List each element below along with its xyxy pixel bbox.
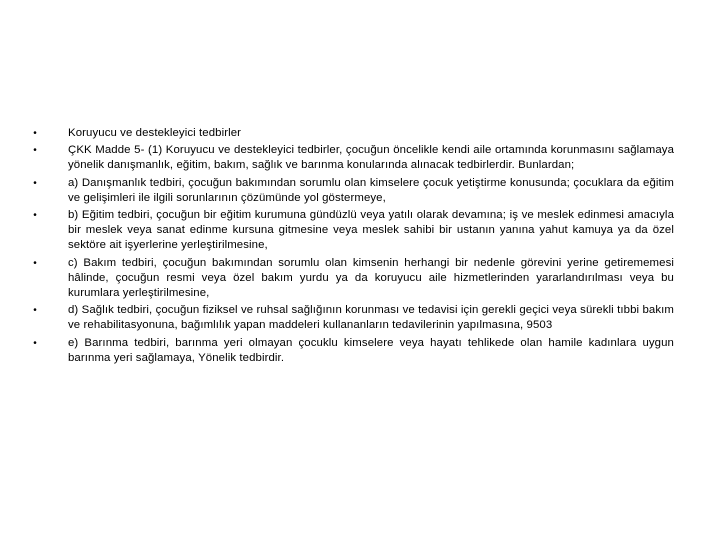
bullet-icon: • [33,177,37,189]
bullet-icon: • [33,337,37,349]
bullet-icon: • [33,210,37,222]
bullet-text: a) Danışmanlık tedbiri, çocuğun bakımından sorumlu olan kimselere çocuk yetiştirme konusunda; çocuklara da eğitim ve gelişimleri ile ilgili sorunlarının çözümünde yol göstermeye, [68,176,674,204]
bullet-text: e) Barınma tedbiri, barınma yeri olmayan çocuklu kimselere veya hayatı tehlikede olan hamile kadınlara uygun barınma yeri sağlamaya, Yönelik tedbirdir. [68,336,674,364]
bullet-icon: • [33,128,37,139]
bullet-item-b [30,208,674,254]
bullet-item-c [30,256,674,302]
bullet-text: ÇKK Madde 5- (1) Koruyucu ve destekleyici tedbirler, çocuğun öncelikle kendi aile ortamında korunmasını sağlamaya yönelik danışmanlık, eğitim, bakım, sağlık ve barınma konularında alınacak tedbirlerdir. Bunlardan; [68,144,674,172]
bullet-item-heading [30,126,674,141]
bullet-item-e [30,336,674,366]
bullet-text: b) Eğitim tedbiri, çocuğun bir eğitim kurumuna gündüzlü veya yatılı olarak devamına; iş ve meslek edinmesi amacıyla bir meslek veya sanat edinme kursuna gitmesine veya meslek sahibi bir ustanın yanına yahut kamuya ya da özel sektöre ait işyerlerine yerleştirilmesine, [68,209,674,252]
bullet-item-d [30,303,674,333]
bullet-text: d) Sağlık tedbiri, çocuğun fiziksel ve ruhsal sağlığının korunması ve tedavisi için gerekli geçici veya sürekli tıbbi bakım ve rehabilitasyonuna, bağımlılık yapan maddeleri kullananların tedavilerinin yapılmasına, 9503 [68,304,674,332]
bullet-text: c) Bakım tedbiri, çocuğun bakımından sorumlu olan kimsenin herhangi bir nedenle görevini yerine getirememesi hâlinde, çocuğun resmi veya özel bakım yurdu ya da koruyucu aile hizmetlerinden yararlandırılması veya bu kurumlara yerleştirilmesine, [68,256,674,300]
bullet-icon: • [33,305,37,317]
bullet-icon: • [33,257,37,269]
bullet-list [30,126,674,368]
bullet-text: Koruyucu ve destekleyici tedbirler [68,127,242,139]
bullet-icon: • [33,145,37,157]
bullet-item-article-5 [30,143,674,173]
bullet-item-a [30,176,674,206]
